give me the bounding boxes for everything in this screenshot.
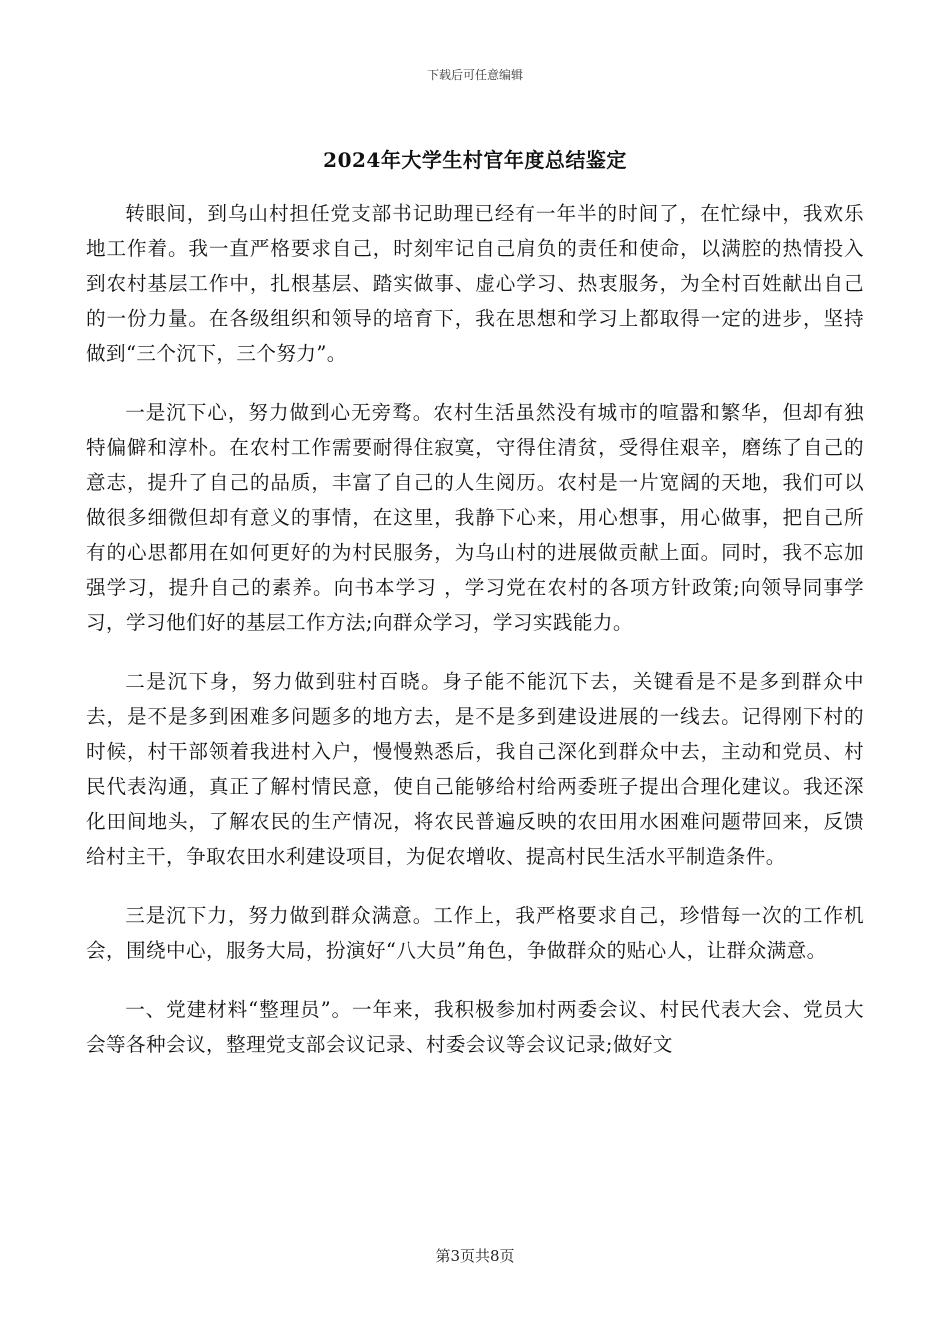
document-title: 2024年大学生村官年度总结鉴定: [323, 148, 627, 172]
header-note: 下载后可任意编辑: [426, 68, 523, 82]
page-indicator: 第3页共8页: [435, 1247, 515, 1265]
paragraph-section-one: 一、党建材料“整理员”。一年来，我积极参加村两委会议、村民代表大会、党员大会等各种会议，整理党支部会议记录、村委会议等会议记录;做好文: [86, 998, 864, 1056]
paragraph-intro: 转眼间，到乌山村担任党支部书记助理已经有一年半的时间了，在忙绿中，我欢乐地工作着。我一直严格要求自己，时刻牢记自己肩负的责任和使命，以满腔的热情投入到农村基层工作中，扎根基层、踏实做事、虚心学习、热衷服务，为全村百姓献出自己的一份力量。在各级组织和领导的培育下，我在思想和学习上都取得一定的进步，坚持做到“三个沉下，三个努力”。: [86, 202, 864, 365]
paragraph-point-two: 二是沉下身，努力做到驻村百晓。身子能不能沉下去，关键看是不是多到群众中去，是不是多到困难多问题多的地方去，是不是多到建设进展的一线去。记得刚下村的时候，村干部领着我进村入户，慢慢熟悉后，我自己深化到群众中去，主动和党员、村民代表沟通，真正了解村情民意，使自己能够给村给两委班子提出合理化建议。我还深化田间地头，了解农民的生产情况，将农民普遍反映的农田用水困难问题带回来，反馈给村主干，争取农田水利建设项目，为促农增收、提高村民生活水平制造条件。: [86, 670, 864, 868]
paragraph-point-one: 一是沉下心，努力做到心无旁骛。农村生活虽然没有城市的喧嚣和繁华，但却有独特偏僻和淳朴。在农村工作需要耐得住寂寞，守得住清贫，受得住艰辛，磨练了自己的意志，提升了自己的品质，丰富了自己的人生阅历。农村是一片宽阔的天地，我们可以做很多细微但却有意义的事情，在这里，我静下心来，用心想事，用心做事，把自己所有的心思都用在如何更好的为村民服务，为乌山村的进展做贡献上面。同时，我不忘加强学习，提升自己的素养。向书本学习 ，学习党在农村的各项方针政策;向领导同事学习，学习他们好的基层工作方法;向群众学习，学习实践能力。: [86, 401, 864, 634]
paragraph-point-three: 三是沉下力，努力做到群众满意。工作上，我严格要求自己，珍惜每一次的工作机会，围绕中心，服务大局，扮演好“八大员”角色，争做群众的贴心人，让群众满意。: [86, 904, 864, 962]
document-body: [86, 196, 864, 1086]
